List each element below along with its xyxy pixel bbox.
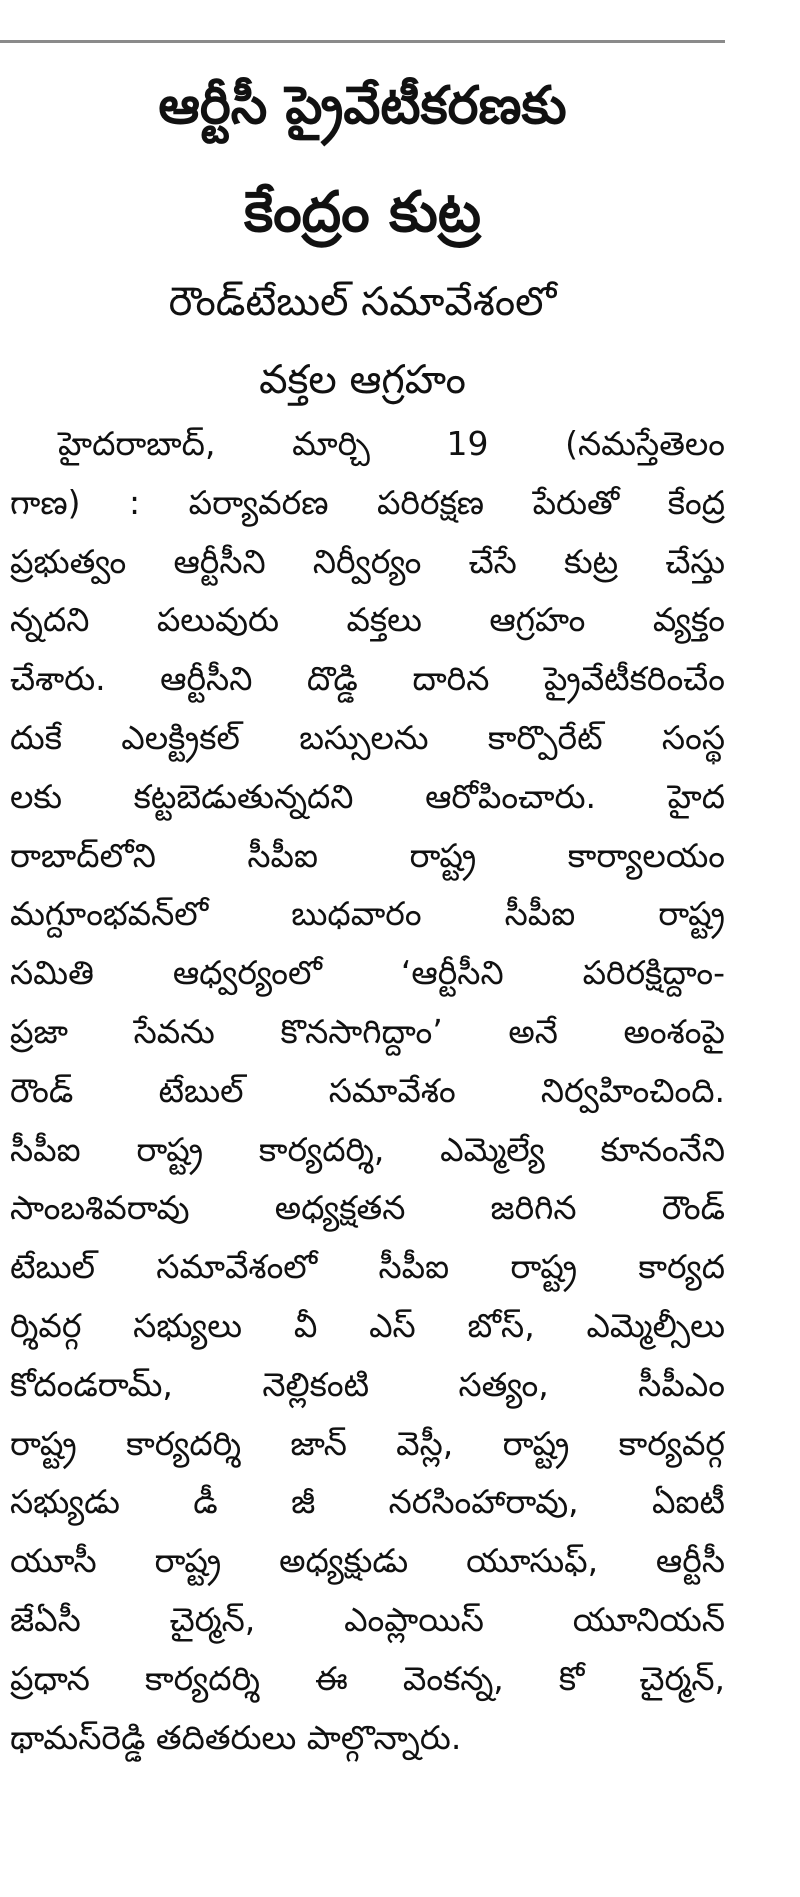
article-body bbox=[10, 415, 725, 1767]
subheadline-line-2: వక్తల ఆగ్రహం bbox=[259, 357, 466, 403]
body-line: రౌండ్ టేబుల్ సమావేశం నిర్వహించింది. bbox=[10, 1070, 725, 1110]
body-line: సీపీఐ రాష్ట్ర కార్యదర్శి, ఎమ్మెల్యే కూనంనేని bbox=[10, 1129, 725, 1169]
body-line: సభ్యుడు డీ జీ నరసింహారావు, ఏఐటీ bbox=[10, 1482, 725, 1522]
body-line: ర్శివర్గ సభ్యులు వీ ఎస్ బోస్, ఎమ్మెల్సీలు bbox=[10, 1305, 725, 1345]
body-line: ప్రజా సేవను కొనసాగిద్దాం’ అనే అంశంపై bbox=[10, 1011, 725, 1051]
body-line: యూసీ రాష్ట్ర అధ్యక్షుడు యూసుఫ్, ఆర్టీసీ bbox=[10, 1541, 725, 1581]
subheadline-line-1: రౌండ్‌టేబుల్ సమావేశంలో bbox=[168, 279, 557, 325]
body-line: లకు కట్టబెడుతున్నదని ఆరోపించారు. హైద bbox=[10, 776, 725, 816]
headline-line-2: కేంద్రం కుట్ర bbox=[244, 180, 481, 245]
body-line: హైదరాబాద్, మార్చి 19 (నమస్తేతెలం bbox=[58, 424, 725, 463]
headline-line-1: ఆర్టీసీ ప్రైవేటీకరణకు bbox=[158, 76, 567, 136]
body-line: ప్రధాన కార్యదర్శి ఈ వెంకన్న, కో చైర్మన్, bbox=[10, 1658, 725, 1698]
body-line: గాణ) : పర్యావరణ పరిరక్షణ పేరుతో కేంద్ర bbox=[10, 482, 725, 522]
body-line: సాంబశివరావు అధ్యక్షతన జరిగిన రౌండ్ bbox=[10, 1188, 725, 1228]
body-line: రాబాద్‌లోని సీపీఐ రాష్ట్ర కార్యాలయం bbox=[10, 835, 725, 875]
top-divider bbox=[0, 40, 725, 43]
body-line: రాష్ట్ర కార్యదర్శి జాన్ వెస్లీ, రాష్ట్ర కార్యవర్గ bbox=[10, 1423, 725, 1463]
body-line: థామస్‌రెడ్డి తదితరులు పాల్గొన్నారు. bbox=[10, 1717, 462, 1757]
body-line: మగ్దూంభవన్‌లో బుధవారం సీపీఐ రాష్ట్ర bbox=[10, 894, 725, 934]
body-line: చేశారు. ఆర్టీసీని దొడ్డి దారిన ప్రైవేటీకరించేం bbox=[10, 659, 725, 699]
body-line: ప్రభుత్వం ఆర్టీసీని నిర్వీర్యం చేసే కుట్ర చేస్తు bbox=[10, 541, 725, 581]
body-line: టేబుల్ సమావేశంలో సీపీఐ రాష్ట్ర కార్యద bbox=[10, 1247, 725, 1287]
body-line: న్నదని పలువురు వక్తలు ఆగ్రహం వ్యక్తం bbox=[10, 600, 725, 640]
body-line: కోదండరామ్, నెల్లికంటి సత్యం, సీపీఎం bbox=[10, 1364, 725, 1404]
body-line: జేఏసీ చైర్మన్, ఎంప్లాయిస్ యూనియన్ bbox=[10, 1599, 725, 1639]
body-line: దుకే ఎలక్ట్రికల్ బస్సులను కార్పొరేట్ సంస్థ bbox=[10, 717, 725, 757]
body-line: సమితి ఆధ్వర్యంలో ‘ఆర్టీసీని పరిరక్షిద్దాం- bbox=[10, 953, 725, 993]
